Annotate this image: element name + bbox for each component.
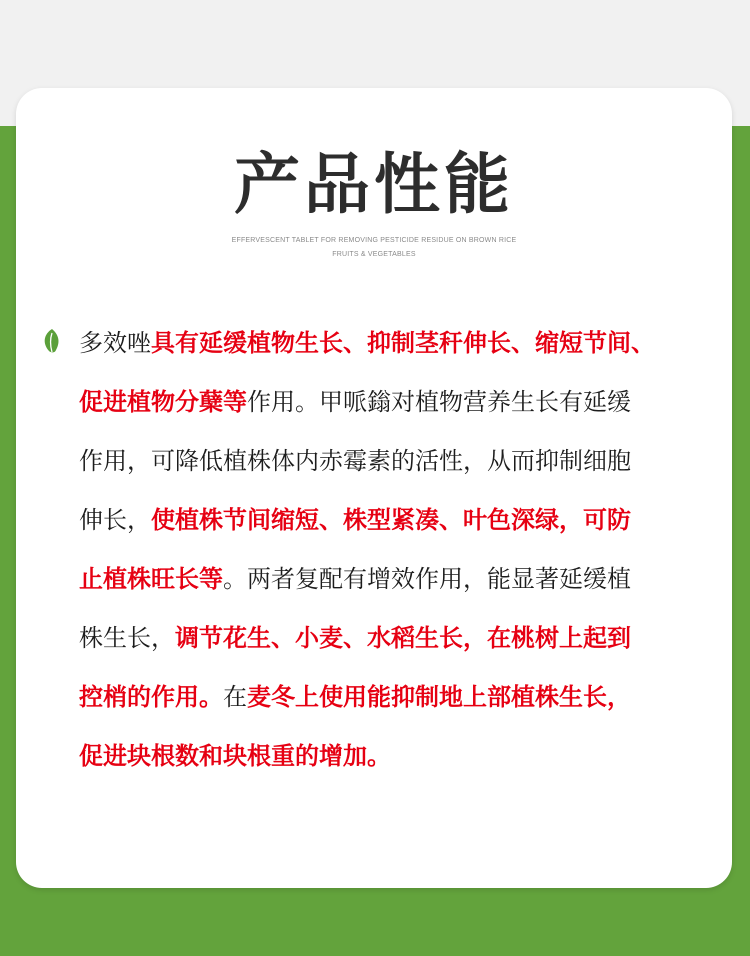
- highlight-segment: 调节花生、小麦、水稻生长，在桃树上起到: [175, 624, 631, 652]
- description-line: [79, 609, 729, 668]
- highlight-segment: 使植株节间缩短、株型紧凑、叶色深绿，可防: [151, 506, 631, 534]
- highlight-segment: 麦冬上使用能抑制地上部植株生长，: [247, 683, 631, 711]
- description-line: [79, 432, 729, 491]
- content-card: [16, 88, 732, 888]
- text-segment: 作用。甲哌鎓对植物营养生长有延缓: [247, 388, 631, 416]
- highlight-segment: 控梢的作用。: [79, 683, 223, 711]
- highlight-segment: 促进块根数和块根重的增加。: [79, 742, 391, 770]
- text-segment: 。两者复配有增效作用，能显著延缓植: [223, 565, 631, 593]
- description-line: [79, 491, 729, 550]
- text-segment: 在: [223, 683, 247, 711]
- description-line: [79, 550, 729, 609]
- text-segment: 多效唑: [79, 329, 151, 357]
- highlight-segment: 具有延缓植物生长、抑制茎秆伸长、缩短节间、: [151, 329, 655, 357]
- text-segment: 株生长，: [79, 624, 175, 652]
- product-description: [79, 314, 729, 786]
- subtitle-line-1: EFFERVESCENT TABLET FOR REMOVING PESTICIDE RESIDUE ON BROWN RICE: [231, 237, 517, 244]
- subtitle: [16, 234, 732, 262]
- description-line: [79, 314, 729, 373]
- text-segment: 作用，可降低植株体内赤霉素的活性，从而抑制细胞: [79, 447, 631, 475]
- description-line: [79, 373, 729, 432]
- subtitle-line-2: FRUITS & VEGETABLES: [332, 251, 416, 258]
- highlight-segment: 促进植物分蘖等: [79, 388, 247, 416]
- leaf-icon: [41, 328, 63, 354]
- text-segment: 伸长，: [79, 506, 151, 534]
- highlight-segment: 止植株旺长等: [79, 565, 223, 593]
- description-line: [79, 727, 729, 786]
- description-line: [79, 668, 729, 727]
- page-title: 产品性能: [234, 146, 514, 223]
